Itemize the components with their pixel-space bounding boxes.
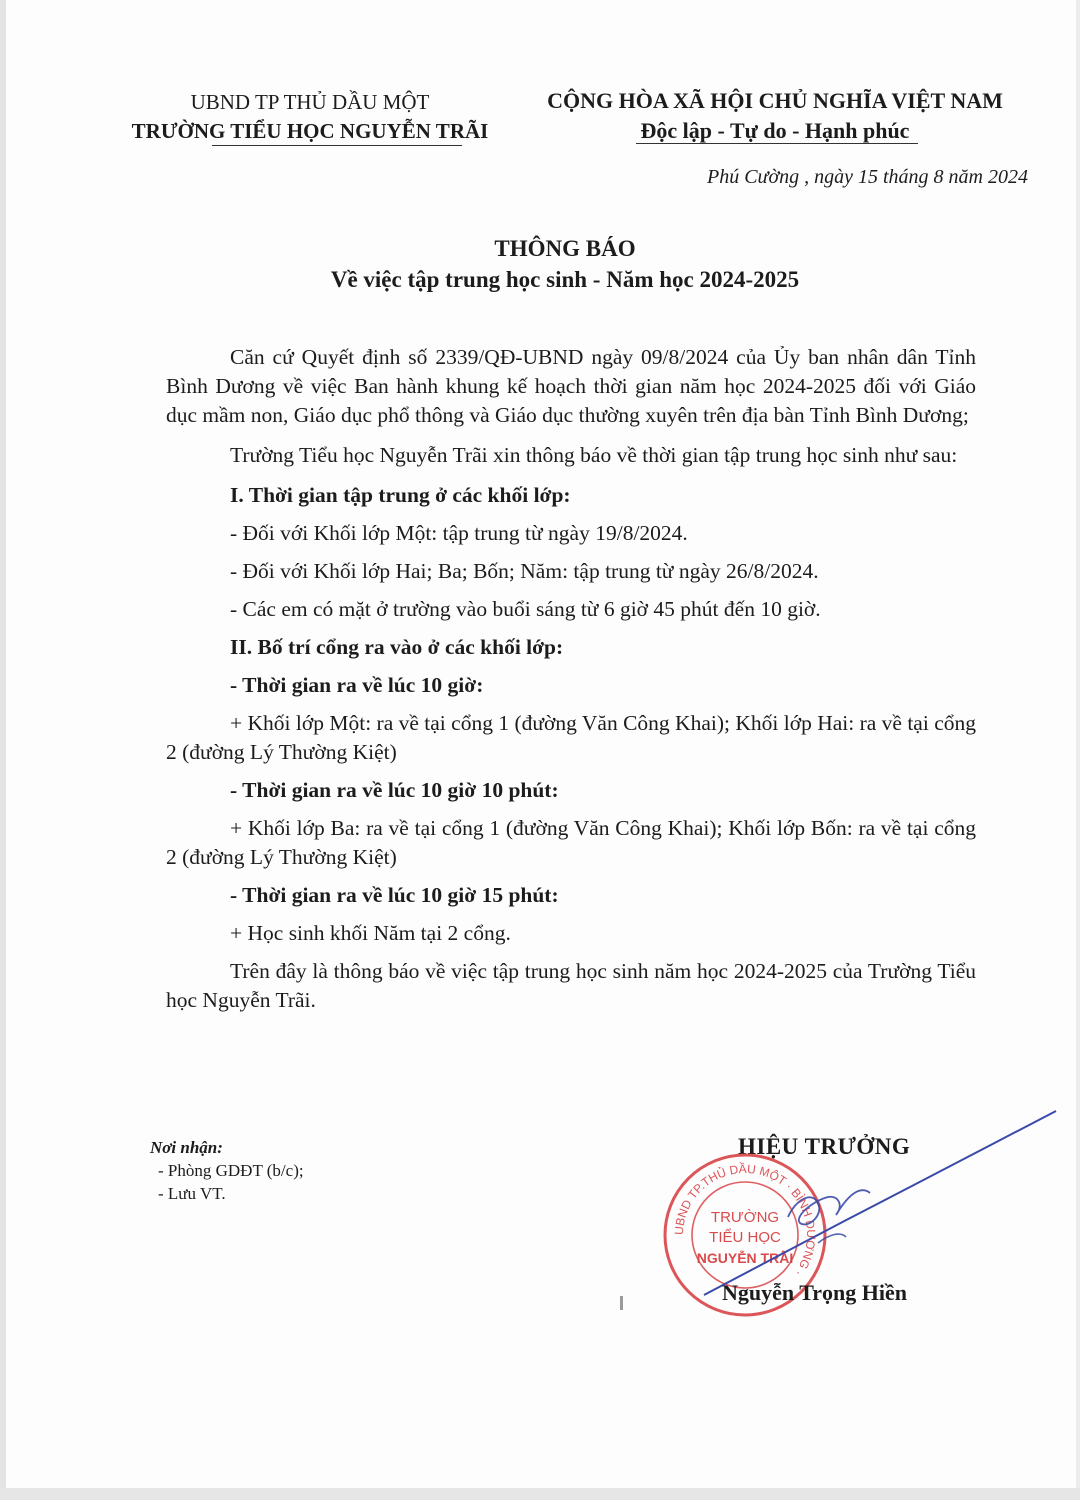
time1-heading: - Thời gian ra về lúc 10 giờ: [230, 673, 484, 697]
scan-edge-right [1076, 0, 1080, 1500]
section1-item: - Đối với Khối lớp Một: tập trung từ ngày 19/8/2024. [230, 521, 688, 545]
legal-basis-paragraph: Căn cứ Quyết định số 2339/QĐ-UBND ngày 09/8/2024 của Ủy ban nhân dân Tỉnh Bình Dương về việc Ban hành khung kế hoạch thời gian năm học 2024-2025 đối với Giáo dục mầm non, Giáo dục phổ thông và Giáo dục thường xuyên trên địa bàn Tỉnh Bình Dương; [166, 345, 976, 427]
national-motto: Độc lập - Tự do - Hạnh phúc [640, 118, 910, 143]
section1-heading: I. Thời gian tập trung ở các khối lớp: [230, 483, 571, 507]
time1-detail: + Khối lớp Một: ra về tại cổng 1 (đường Văn Công Khai); Khối lớp Hai: ra về tại cổng 2 (đường Lý Thường Kiệt) [166, 711, 976, 764]
issuer-school: TRƯỜNG TIỂU HỌC NGUYỄN TRÃI [131, 119, 489, 143]
scan-speck [620, 1296, 623, 1310]
time2-heading: - Thời gian ra về lúc 10 giờ 10 phút: [230, 778, 559, 802]
signer-name: Nguyễn Trọng Hiền [722, 1280, 907, 1305]
seal-line2: TIỂU HỌC [709, 1229, 781, 1246]
signature-stroke-long [704, 1111, 1056, 1295]
scan-edge-left [0, 0, 6, 1500]
recipient-item: - Lưu VT. [158, 1184, 226, 1203]
section1-item: - Đối với Khối lớp Hai; Ba; Bốn; Năm: tập trung từ ngày 26/8/2024. [230, 559, 819, 583]
seal-line1: TRƯỜNG [710, 1209, 780, 1226]
seal-ring-text: UBND TP.THỦ DẦU MỘT · BÌNH DƯƠNG · [671, 1161, 819, 1279]
title-subtitle: Về việc tập trung học sinh - Năm học 2024-2025 [330, 267, 800, 292]
national-name: CỘNG HÒA XÃ HỘI CHỦ NGHĨA VIỆT NAM [547, 88, 1003, 113]
seal-line3: NGUYỄN TRÃI [696, 1250, 794, 1266]
handwritten-signature [700, 1105, 1060, 1305]
document-title [0, 233, 1080, 295]
motto-underline [636, 143, 918, 144]
scan-edge-bottom [0, 1488, 1080, 1500]
issuer-authority: UBND TP THỦ DẦU MỘT [190, 90, 430, 114]
national-header [520, 86, 1030, 146]
time3-heading: - Thời gian ra về lúc 10 giờ 15 phút: [230, 883, 559, 907]
time3-detail: + Học sinh khối Năm tại 2 cổng. [230, 921, 511, 945]
section1-item: - Các em có mặt ở trường vào buổi sáng từ 6 giờ 45 phút đến 10 giờ. [230, 597, 821, 621]
title-main: THÔNG BÁO [494, 236, 636, 261]
signature-stroke-tail [818, 1234, 846, 1243]
issuer-header [100, 88, 520, 146]
intro-paragraph: Trường Tiểu học Nguyễn Trãi xin thông báo về thời gian tập trung học sinh như sau: [230, 443, 958, 467]
recipients-heading: Nơi nhận: [150, 1138, 223, 1157]
place-and-date: Phú Cường , ngày 15 tháng 8 năm 2024 [706, 166, 1028, 188]
recipients-block [150, 1136, 304, 1205]
recipient-item: - Phòng GDĐT (b/c); [158, 1161, 304, 1180]
closing-paragraph: Trên đây là thông báo về việc tập trung học sinh năm học 2024-2025 của Trường Tiểu học Nguyễn Trãi. [166, 959, 976, 1012]
signer-title: HIỆU TRƯỞNG [738, 1134, 911, 1159]
issuer-underline [212, 145, 462, 146]
section2-heading: II. Bố trí cổng ra vào ở các khối lớp: [230, 635, 564, 659]
document-body [166, 343, 976, 1015]
signature-stroke-loops [788, 1190, 870, 1224]
time2-detail: + Khối lớp Ba: ra về tại cổng 1 (đường Văn Công Khai); Khối lớp Bốn: ra về tại cổng 2 (đường Lý Thường Kiệt) [166, 816, 976, 869]
